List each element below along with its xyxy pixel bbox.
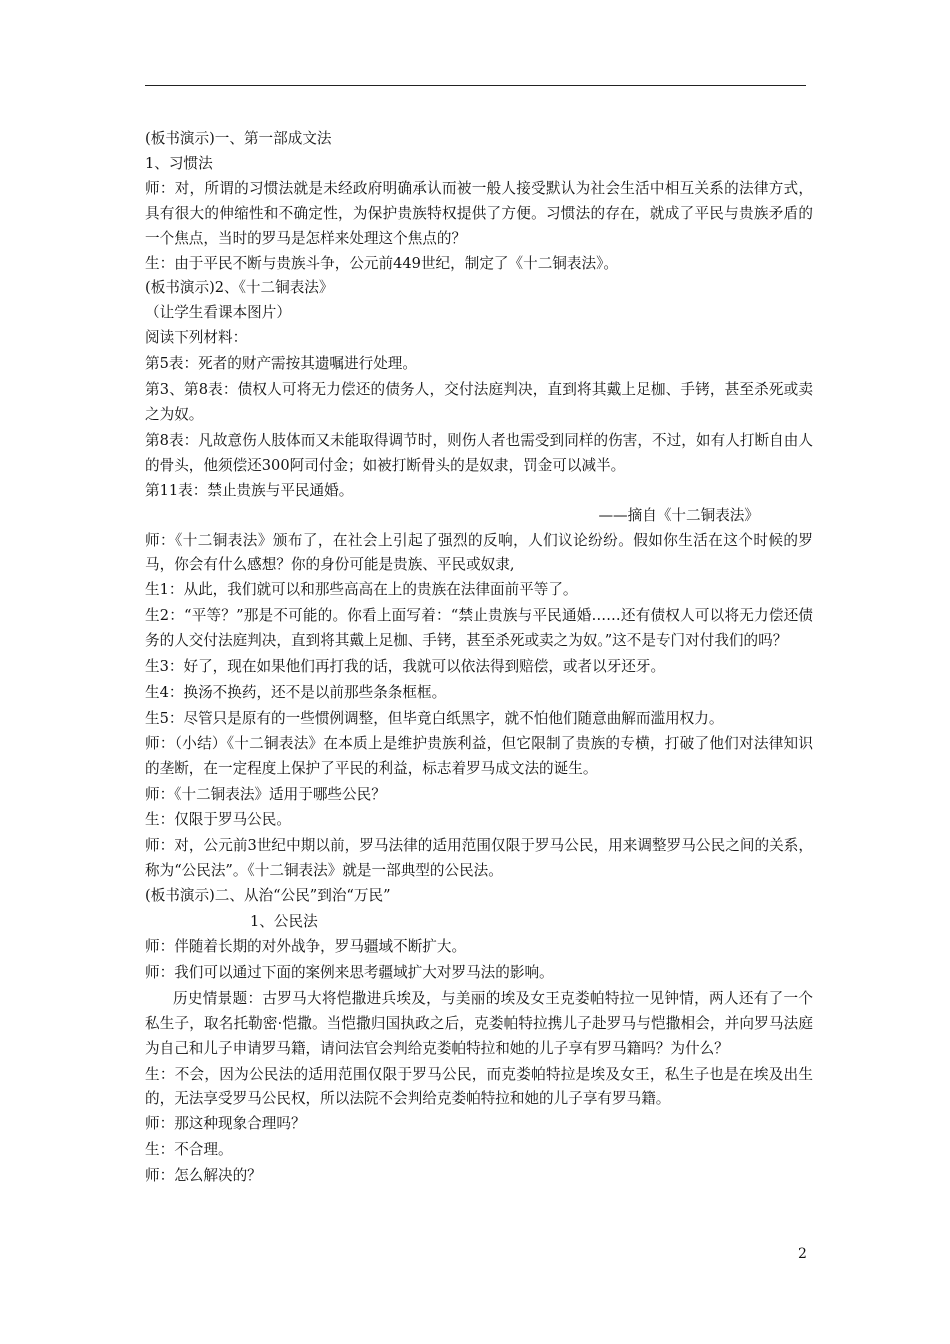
board-heading-3: (板书演示)二、从治“公民”到治“万民” — [145, 887, 391, 905]
table-11-text: 第11表：禁止贵族与平民通婚。 — [145, 481, 354, 499]
teacher-case-intro: 师：我们可以通过下面的案例来思考疆域扩大对罗马法的影响。 — [145, 963, 554, 981]
header-rule — [145, 85, 806, 86]
student-1-answer: 生1：从此，我们就可以和那些高高在上的贵族在法律面前平等了。 — [145, 581, 578, 599]
student-answer-citizens: 生：仅限于罗马公民。 — [145, 811, 291, 829]
reading-prompt: 阅读下列材料： — [145, 329, 248, 347]
student-5-answer: 生5：尽管只是原有的一些惯例调整，但毕竟白纸黑字，就不怕他们随意曲解而滥用权力。 — [145, 709, 724, 727]
board-heading-2: (板书演示)2、《十二铜表法》 — [145, 279, 334, 297]
teacher-question-reasonable: 师：那这种现象合理吗？ — [145, 1115, 306, 1133]
teacher-territory-expansion: 师：伴随着长期的对外战争，罗马疆域不断扩大。 — [145, 938, 467, 955]
citation: ——摘自《十二铜表法》 — [598, 506, 759, 524]
student-3-answer: 生3：好了，现在如果他们再打我的话，我就可以依法得到赔偿，或者以牙还牙。 — [145, 658, 666, 676]
teacher-question-solution: 师：怎么解决的？ — [145, 1167, 262, 1185]
teacher-question-reaction: 师：《十二铜表法》颁布了，在社会上引起了强烈的反响，人们议论纷纷。假如你生活在这个时候的罗马，你会有什么感想？你的身份可能是贵族、平民或奴隶, — [145, 531, 813, 574]
table-8-text: 第8表：凡故意伤人肢体而又未能取得调节时，则伤人者也需受到同样的伤害，不过，如有人打断自由人的骨头，他须偿还300阿司付金；如被打断骨头的是奴隶，罚金可以减半。 — [145, 431, 813, 474]
teacher-civil-law-explanation: 师：对，公元前3世纪中期以前，罗马法律的适用范围仅限于罗马公民，用来调整罗马公民之间的关系，称为“公民法”。《十二铜表法》就是一部典型的公民法。 — [145, 837, 813, 880]
subheading-custom-law: 1、习惯法 — [145, 154, 213, 172]
document-body — [145, 127, 813, 1189]
teacher-paragraph-custom-law: 师：对，所谓的习惯法就是未经政府明确承认而被一般人接受默认为社会生活中相互关系的法律方式，具有很大的伸缩性和不确定性，为保护贵族特权提供了方便。习惯法的存在，就成了平民与贵族矛盾的一个焦点，当时的罗马是怎样来处理这个焦点的？ — [145, 179, 813, 247]
table-3-8-text: 第3、第8表：债权人可将无力偿还的债务人，交付法庭判决，直到将其戴上足枷、手铐，甚至杀死或卖之为奴。 — [145, 381, 813, 423]
table-5-text: 第5表：死者的财产需按其遗嘱进行处理。 — [145, 355, 417, 373]
student-answer-twelve-tables: 生：由于平民不断与贵族斗争，公元前449世纪，制定了《十二铜表法》。 — [145, 254, 618, 272]
teacher-question-citizens: 师：《十二铜表法》适用于哪些公民？ — [145, 785, 386, 803]
student-4-answer: 生4：换汤不换药，还不是以前那些条条框框。 — [145, 683, 447, 701]
student-answer-unreasonable: 生：不合理。 — [145, 1141, 233, 1159]
subheading-civil-law: 1、公民法 — [250, 913, 318, 931]
instruction-look-at-pictures: （让学生看课本图片） — [145, 304, 291, 322]
student-2-answer: 生2：“平等？”那是不可能的。你看上面写着：“禁止贵族与平民通婚……还有债权人可以将无力偿还债务的人交付法庭判决，直到将其戴上足枷、手铐，甚至杀死或卖之为奴。”这不是专门对付我们的吗？ — [145, 607, 813, 650]
teacher-summary: 师：（小结）《十二铜表法》在本质上是维护贵族利益，但它限制了贵族的专横，打破了他们对法律知识的垄断，在一定程度上保护了平民的利益，标志着罗马成文法的诞生。 — [145, 734, 813, 777]
page-number: 2 — [798, 1246, 807, 1262]
historical-scenario: 历史情景题：古罗马大将恺撒进兵埃及，与美丽的埃及女王克娄帕特拉一见钟情，两人还有了一个私生子，取名托勒密·恺撒。当恺撒归国执政之后，克娄帕特拉携儿子赴罗马与恺撒相会，并向罗马法庭为自己和儿子申请罗马籍，请问法官会判给克娄帕特拉和她的儿子享有罗马籍吗？为什么？ — [145, 989, 813, 1057]
board-heading-1: (板书演示)一、第一部成文法 — [145, 130, 332, 147]
student-answer-scenario: 生：不会，因为公民法的适用范围仅限于罗马公民，而克娄帕特拉是埃及女王，私生子也是在埃及出生的，无法享受罗马公民权，所以法院不会判给克娄帕特拉和她的儿子享有罗马籍。 — [145, 1065, 813, 1108]
